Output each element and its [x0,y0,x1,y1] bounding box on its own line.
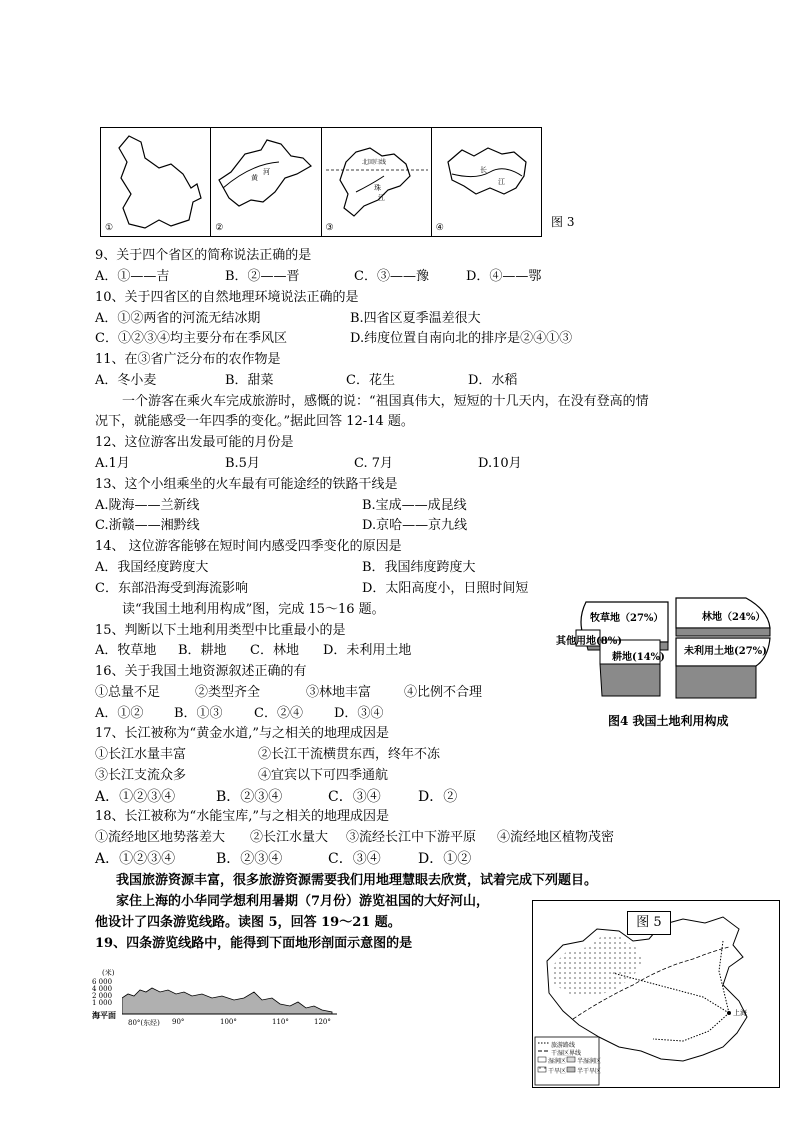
q12-option-d[interactable]: D.10月 [478,456,522,471]
q10-option-b[interactable]: B.四省区夏季温差很大 [350,311,481,326]
figure-3-caption: 图 3 [551,215,575,229]
q14-option-b[interactable]: B．我国纬度跨度大 [362,560,476,575]
pie-slice-farmland-side [600,664,660,696]
figure-4-caption: 图4 我国土地利用构成 [608,714,729,728]
q17-option-c[interactable]: C．③④ [328,789,381,805]
pie-label-pasture: 牧草地（27%） [590,613,664,624]
q18-item-1: ①流经地区地势落差大 [95,830,226,845]
question-14-stem: 14、 这位游客能够在短时间内感受四季变化的原因是 [95,539,402,554]
province-map-guangdong [322,128,432,234]
map-cell-2 [211,128,321,236]
q16-option-d[interactable]: D．③④ [334,706,384,721]
profile-baseline: 海平面 [92,1010,116,1020]
river-label: 江 [497,178,505,186]
q15-option-b[interactable]: B．耕地 [178,643,227,658]
pie-label-unused: 未利用土地(27%) [684,646,767,657]
q13-option-c[interactable]: C.浙赣——湘黔线 [95,518,200,533]
q17-option-d[interactable]: D．② [418,789,458,805]
legend-swatch-semiarid [567,1067,575,1072]
river-label: 黄 [251,174,259,182]
profile-xtick: 100° [220,1018,237,1026]
q12-option-b[interactable]: B.5月 [225,456,260,471]
passage-1-line-2: 况下，就能感受一年四季的变化。”据此回答 12-14 题。 [95,414,414,429]
q9-option-d[interactable]: D．④——鄂 [466,269,542,284]
figure-3-maps [100,127,542,237]
legend-label-arid: 干旱区 [548,1068,567,1075]
river-label: 江 [377,194,385,202]
passage-3-line-1: 我国旅游资源丰富，很多旅游资源需要我们用地理慧眼去欣赏，试着完成下列题目。 [116,873,598,888]
pie-slice-forest-side [676,628,770,636]
province-map-heilongjiang [101,128,211,234]
q11-option-c[interactable]: C．花生 [346,373,395,388]
figure-5-china-map [532,900,780,1088]
q17-option-b[interactable]: B．②③④ [216,789,283,805]
map-cell-4 [432,128,541,236]
profile-unit: (米) [102,969,115,977]
profile-ytick: 6 000 [92,978,113,986]
passage-3-line-3: 他设计了四条游览线路。读图 5，回答 19～21 题。 [95,915,401,930]
q18-item-3: ③流经长江中下游平原 [346,830,477,845]
q9-option-c[interactable]: C．③——豫 [354,269,429,284]
q16-option-a[interactable]: A．①② [95,706,144,721]
question-11-stem: 11、在③省广泛分布的农作物是 [95,352,281,367]
question-12-stem: 12、这位游客出发最可能的月份是 [95,435,294,450]
profile-terrain [122,988,332,1014]
river-label: 珠 [373,184,381,192]
passage-2: 读“我国土地利用构成”图，完成 15～16 题。 [122,602,385,617]
q9-option-b[interactable]: B．②——晋 [225,269,300,284]
q12-option-a[interactable]: A.1月 [95,456,130,471]
passage-1-line-1: 一个游客在乘火车完成旅游时，感慨的说：“祖国真伟大，短短的十几天内，在没有登高的情 [122,394,649,409]
q16-item-2: ②类型齐全 [195,685,261,700]
question-17-stem: 17、长江被称为“黄金水道,”与之相关的地理成因是 [95,726,389,741]
question-19-stem: 19、四条游览线路中，能得到下面地形剖面示意图的是 [95,936,413,951]
terrain-profile [92,968,342,1030]
q18-item-4: ④流经地区植物茂密 [497,830,615,845]
river-label: 河 [263,168,271,176]
q10-option-c[interactable]: C．①②③④均主要分布在季风区 [95,331,287,346]
pie-label-forest: 林地（24%） [702,612,766,623]
q16-option-b[interactable]: B．①③ [174,706,223,721]
legend-swatch-semihumid [567,1057,575,1062]
q13-option-d[interactable]: D.京哈——京九线 [362,518,468,533]
province-map-hubei [432,128,542,234]
map-number: ② [215,223,224,233]
shanghai-marker [727,1011,731,1015]
question-10-stem: 10、关于四省区的自然地理环境说法正确的是 [95,290,359,305]
q17-item-1: ①长江水量丰富 [95,747,187,762]
q11-option-a[interactable]: A．冬小麦 [95,373,157,388]
legend-label-route: 旅游路线 [551,1042,576,1049]
q9-option-a[interactable]: A．①——吉 [95,269,170,284]
q17-option-a[interactable]: A．①②③④ [95,789,176,805]
q11-option-d[interactable]: D．水稻 [468,373,518,388]
question-18-stem: 18、长江被称为“水能宝库,”与之相关的地理成因是 [95,809,389,824]
figure-5-label: 图 5 [627,911,671,935]
q14-option-d[interactable]: D．太阳高度小，日照时间短 [362,581,529,596]
q13-option-a[interactable]: A.陇海——兰新线 [95,498,200,513]
pie-slice-unused-side [676,666,756,698]
pie-label-farmland: 耕地(14%) [612,652,665,663]
question-13-stem: 13、这个小组乘坐的火车最有可能途经的铁路干线是 [95,477,398,492]
province-map-shandong [211,128,321,234]
figure-4-land-use-pie [556,592,778,737]
q11-option-b[interactable]: B．甜菜 [225,373,274,388]
question-16-stem: 16、关于我国土地资源叙述正确的有 [95,664,307,679]
q15-option-c[interactable]: C．林地 [250,643,299,658]
legend-swatch-arid [538,1067,546,1072]
profile-ytick: 1 000 [92,999,113,1007]
profile-ytick: 2 000 [92,992,113,1000]
legend-label-semihumid: 半湿润区 [577,1058,602,1065]
profile-ytick: 4 000 [92,985,113,993]
q14-option-c[interactable]: C．东部沿海受到海流影响 [95,581,248,596]
question-15-stem: 15、判断以下土地利用类型中比重最小的是 [95,623,346,638]
legend-label-semiarid: 半干旱区 [577,1068,602,1075]
q15-option-d[interactable]: D．未利用土地 [323,643,412,658]
profile-xtick: 90° [172,1018,185,1026]
map-cell-3 [322,128,432,236]
legend-label-humid: 湿润区 [548,1058,567,1065]
q17-item-2: ②长江干流横贯东西，终年不冻 [258,747,441,762]
q18-option-d[interactable]: D．①② [418,851,472,867]
q16-option-c[interactable]: C．②④ [254,706,303,721]
q12-option-c[interactable]: C. 7月 [354,456,394,471]
passage-3-line-2: 家住上海的小华同学想利用暑期（7月份）游览祖国的大好河山， [116,894,490,909]
q18-option-b[interactable]: B．②③④ [216,851,283,867]
legend-swatch-humid [538,1057,546,1062]
map-cell-1 [101,128,211,236]
legend-label-boundary: 干湿区界线 [551,1050,582,1057]
question-9-stem: 9、关于四个省区的简称说法正确的是 [95,248,312,263]
map-number: ③ [325,223,334,233]
profile-xtick: 80°(东经) [128,1019,160,1027]
q16-item-1: ①总量不足 [95,685,161,700]
profile-svg [122,976,342,1016]
profile-xtick: 110° [272,1018,289,1026]
q18-option-a[interactable]: A．①②③④ [95,851,176,867]
map-number: ④ [435,223,444,233]
profile-xtick: 120° [314,1018,331,1026]
q16-item-4: ④比例不合理 [404,685,483,700]
q10-option-d[interactable]: D.纬度位置自南向北的排序是②④①③ [350,331,573,346]
q16-item-3: ③林地丰富 [306,685,372,700]
q17-item-4: ④宜宾以下可四季通航 [258,768,389,783]
q17-item-3: ③长江支流众多 [95,768,187,783]
q18-option-c[interactable]: C．③④ [328,851,381,867]
q18-item-2: ②长江水量大 [250,830,329,845]
q15-option-a[interactable]: A．牧草地 [95,643,157,658]
map-city-label: 上海 [733,1009,747,1017]
q13-option-b[interactable]: B.宝成——成昆线 [362,498,467,513]
map-number: ① [105,223,114,233]
tropic-label: 北回归线 [361,159,386,166]
river-label: 长 [479,166,487,174]
q10-option-a[interactable]: A．①②两省的河流无结冰期 [95,311,261,326]
pie-label-other: 其他用地(8%) [556,636,622,647]
q14-option-a[interactable]: A．我国经度跨度大 [95,560,209,575]
